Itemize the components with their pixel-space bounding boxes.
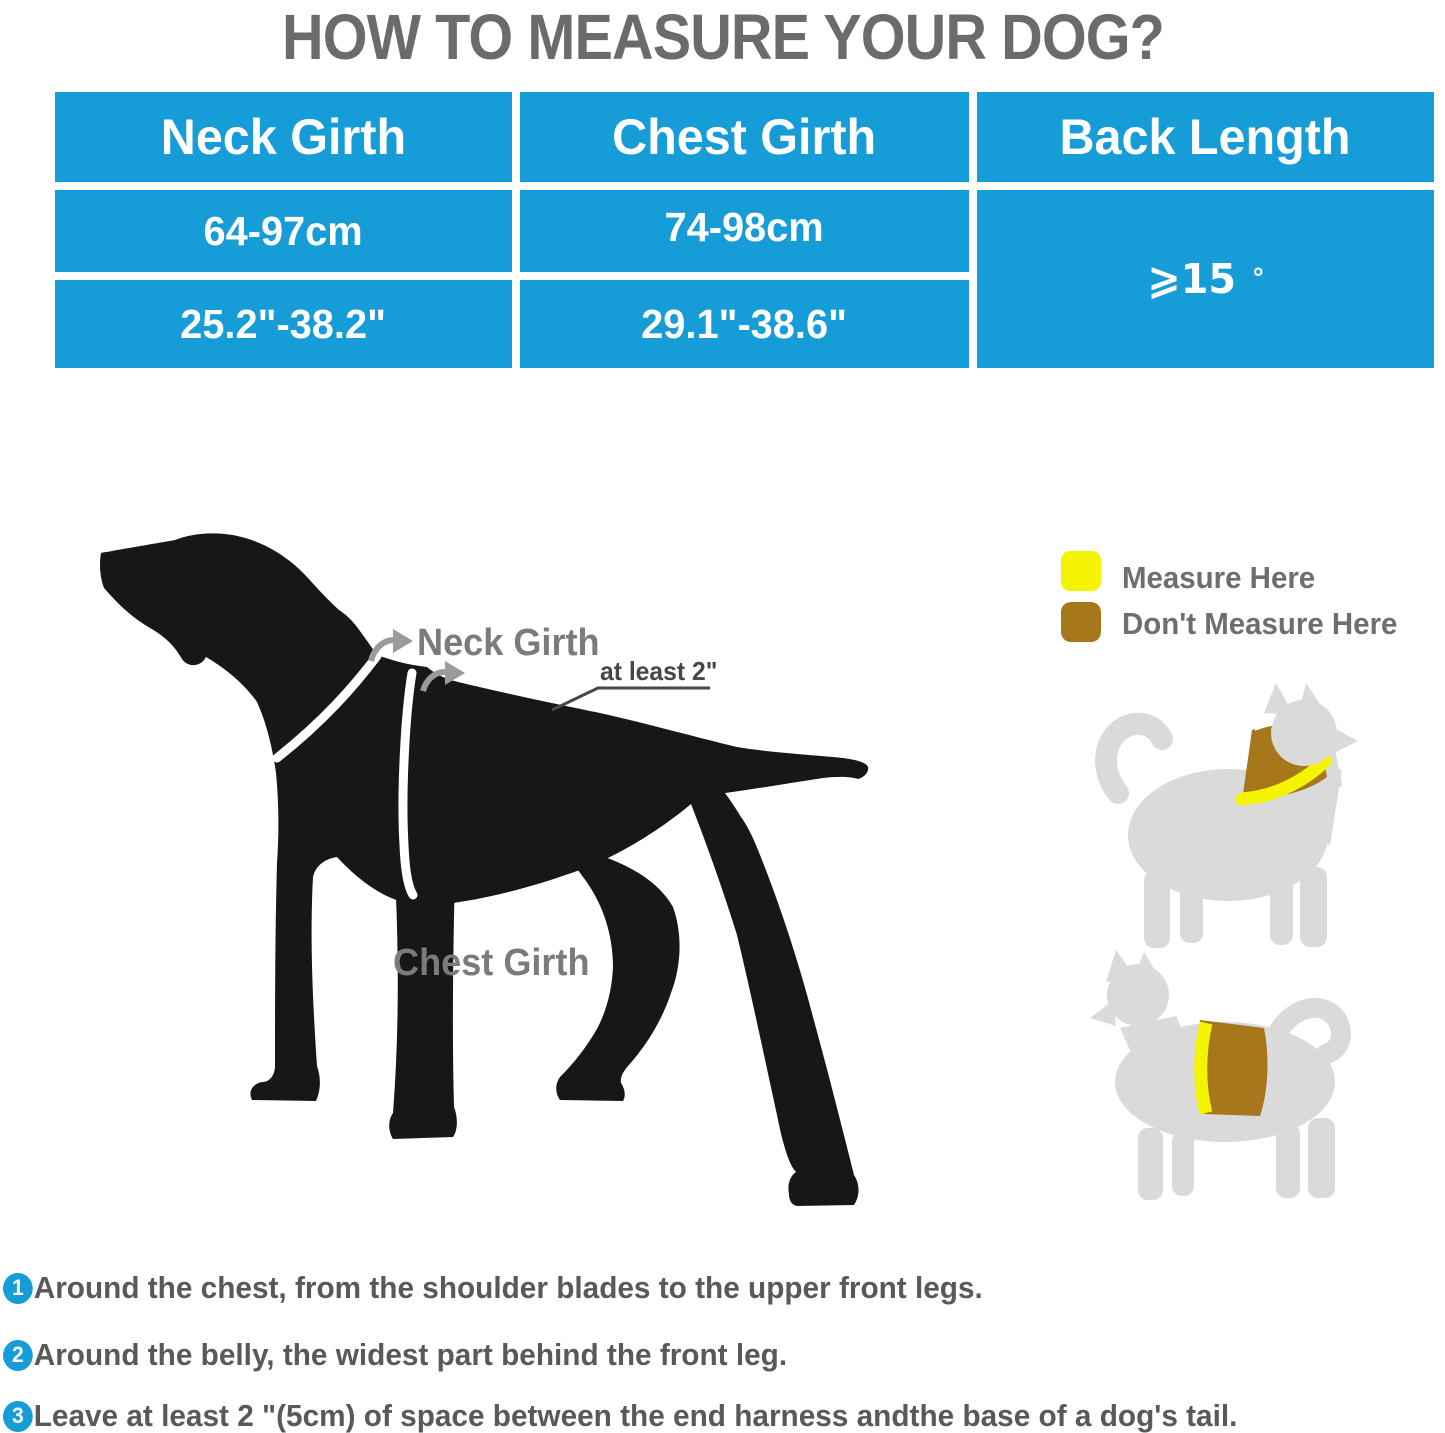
measure-here-label: Measure Here	[1122, 560, 1316, 595]
table-header-chest-girth: Chest Girth	[520, 92, 969, 182]
clearance-label: at least 2"	[600, 656, 718, 686]
small-dog1-ear	[1298, 683, 1326, 715]
table-cell-neck-inch: 25.2"-38.2"	[55, 280, 512, 368]
table-header-back-length: Back Length	[977, 92, 1434, 182]
instruction-1-badge: 1	[3, 1273, 33, 1304]
small-dog1-tail	[1106, 724, 1162, 793]
instruction-2-badge: 2	[3, 1340, 33, 1371]
table-cell-chest-inch: 29.1"-38.6"	[520, 280, 969, 368]
instruction-2-text: Around the belly, the widest part behind the front leg.	[33, 1337, 788, 1372]
page-title: HOW TO MEASURE YOUR DOG?	[281, 1, 1164, 73]
instruction-3-text: Leave at least 2 "(5cm) of space between the end harness andthe base of a dog's tail.	[33, 1398, 1238, 1433]
instruction-1-text: Around the chest, from the shoulder blades to the upper front legs.	[33, 1270, 983, 1305]
dog-far-front-leg	[389, 870, 457, 1139]
chest-girth-label: Chest Girth	[393, 942, 590, 984]
clearance-leader-line	[552, 688, 710, 710]
dont-measure-here-swatch	[1060, 601, 1104, 645]
small-dog2-rear-leg	[1308, 1118, 1335, 1198]
instruction-row-3	[3, 1398, 1237, 1433]
small-dog2-yellow-line	[1201, 1023, 1206, 1113]
measure-here-swatch	[1060, 550, 1104, 594]
instruction-3-badge: 3	[3, 1401, 33, 1432]
table-cell-back-length: ⩾15 °	[977, 190, 1434, 368]
table-cell-chest-cm: 74-98cm	[520, 190, 969, 272]
small-dog1-front-leg	[1300, 867, 1327, 947]
small-dog2-front-leg	[1172, 1132, 1194, 1196]
table-header-neck-girth: Neck Girth	[55, 92, 512, 182]
small-dog-belly-example	[1080, 950, 1360, 1210]
small-dog2-front-leg	[1138, 1128, 1163, 1200]
small-dog2-rear-leg	[1276, 1124, 1300, 1198]
small-dog1-muzzle	[1326, 725, 1358, 757]
instruction-row-2	[3, 1337, 787, 1373]
small-dog-neck-example	[1080, 675, 1370, 965]
small-dog2-muzzle	[1090, 1000, 1116, 1026]
dont-measure-here-label: Don't Measure Here	[1122, 606, 1398, 641]
neck-girth-label: Neck Girth	[417, 622, 600, 664]
table-cell-neck-cm: 64-97cm	[55, 190, 512, 272]
instruction-row-1	[3, 1270, 983, 1306]
small-dog1-ear	[1264, 683, 1294, 715]
